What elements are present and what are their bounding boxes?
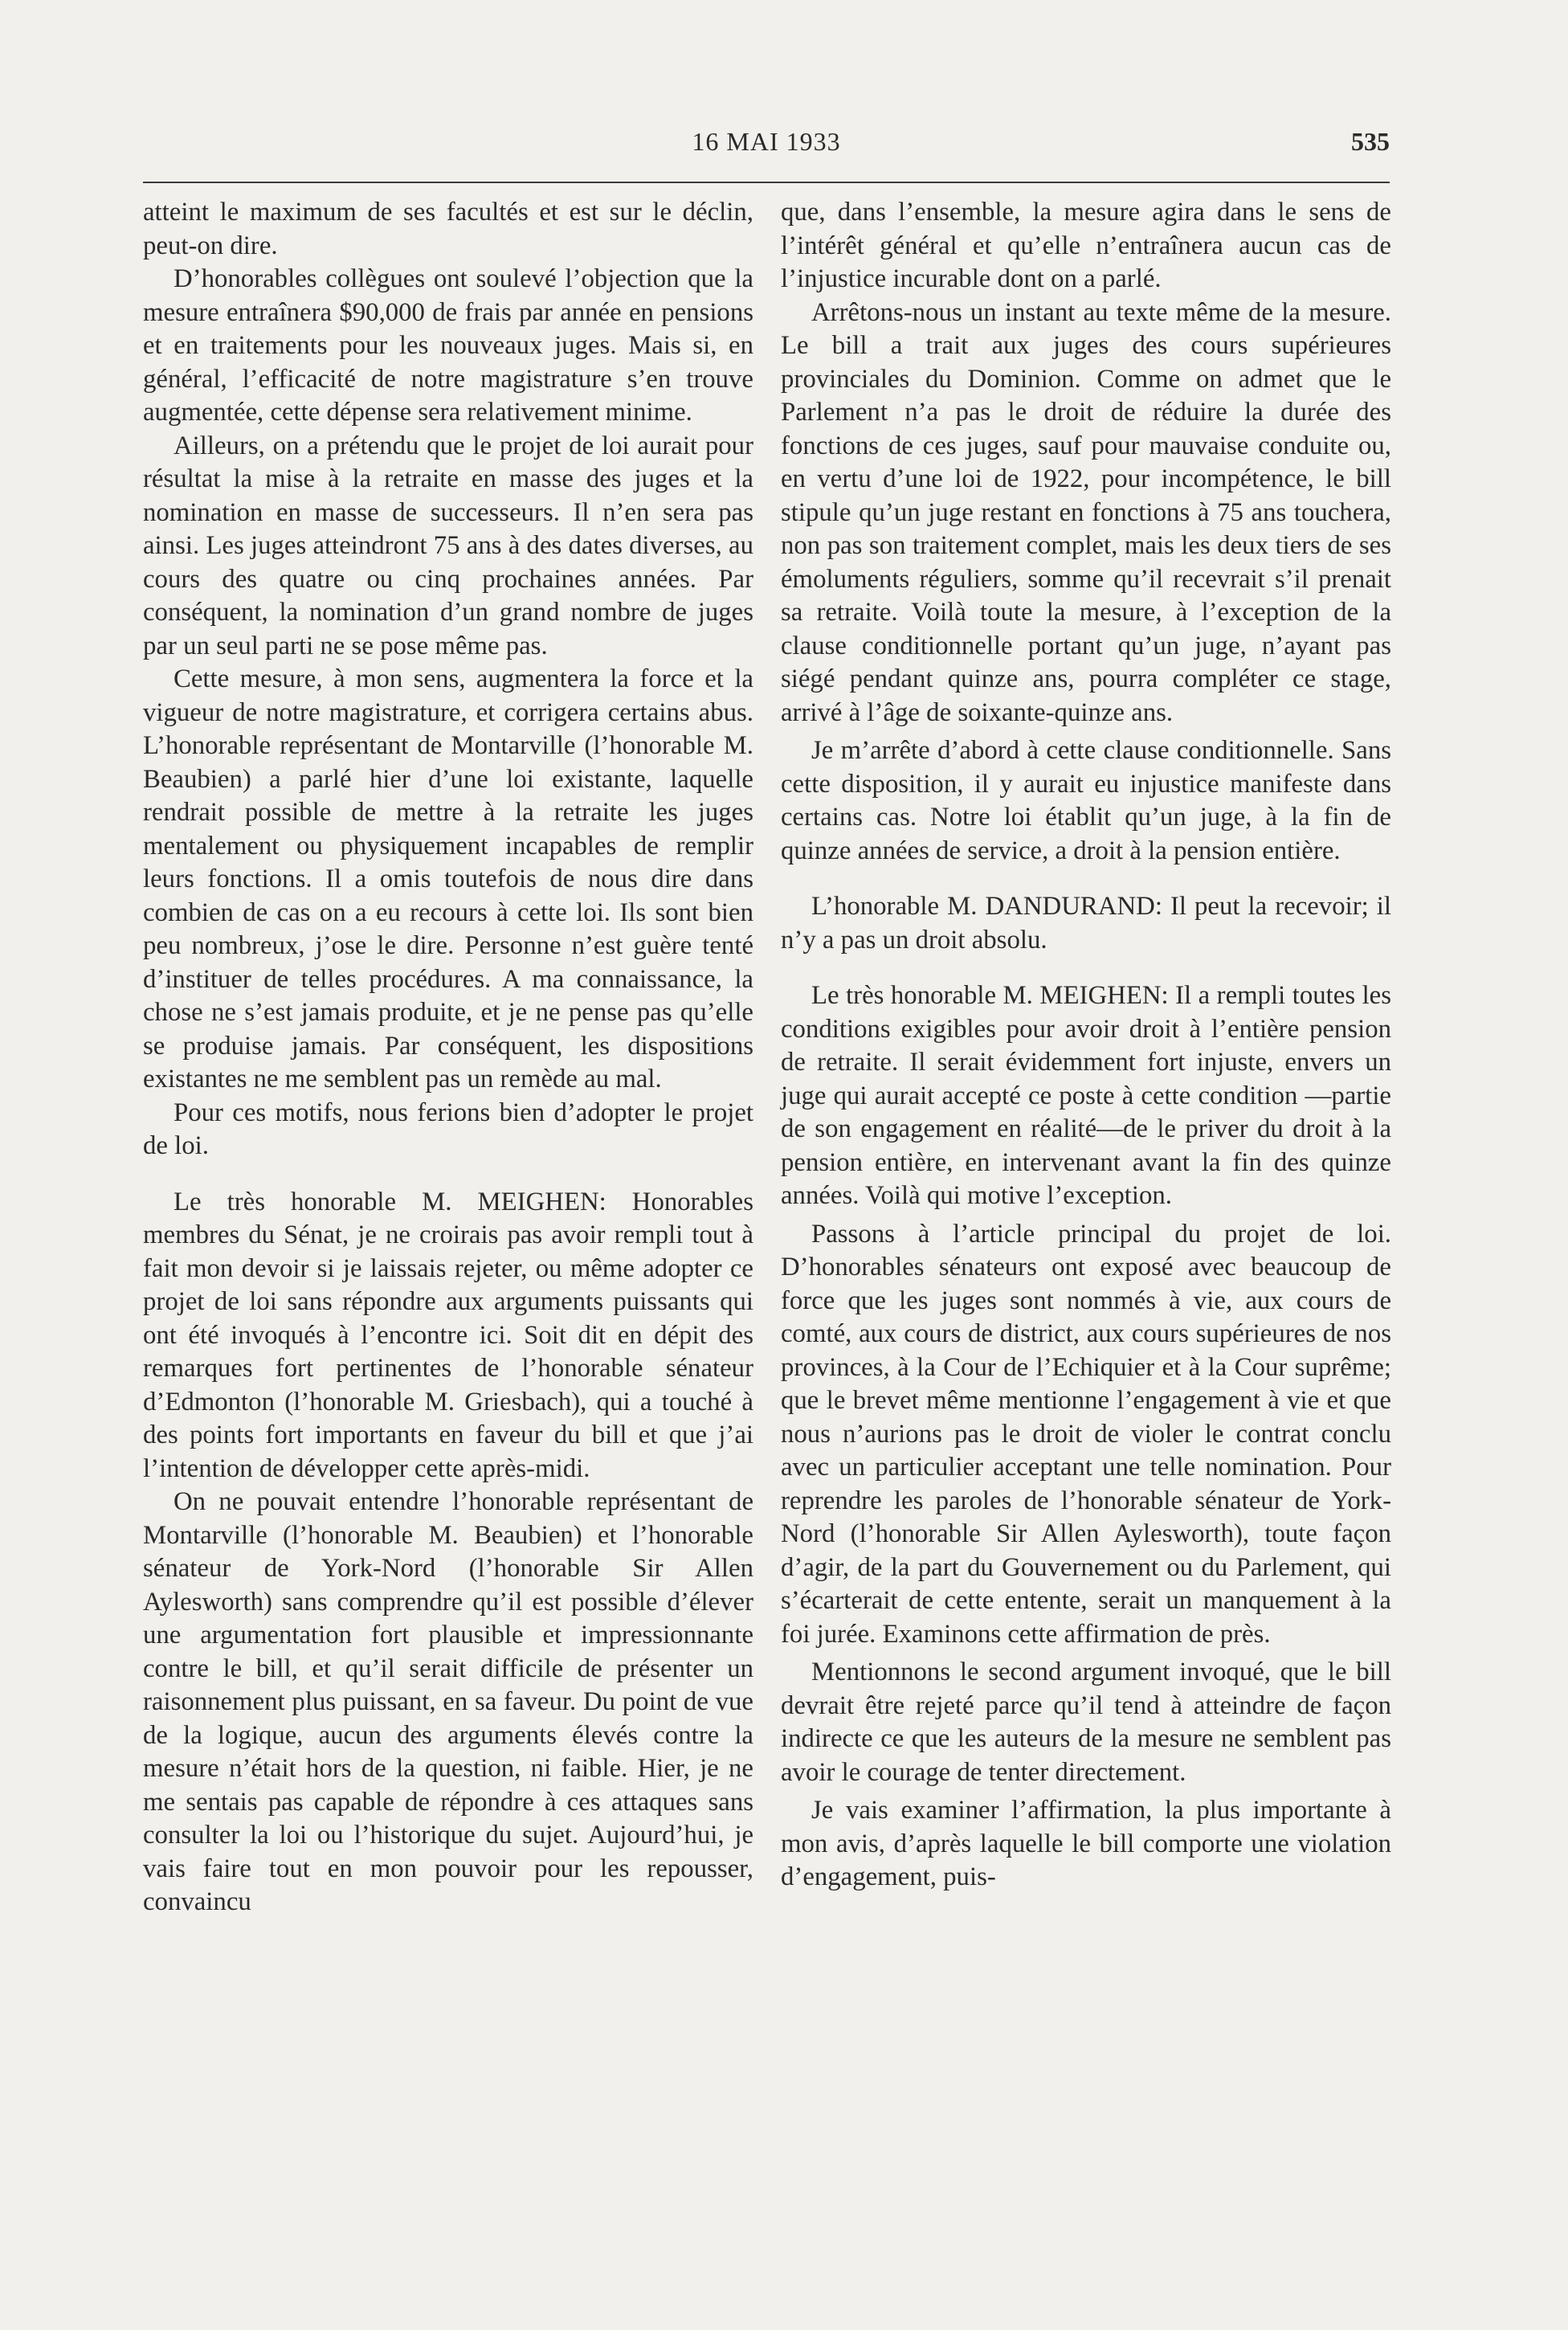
speech-paragraph: Le très honorable M. MEIGHEN: Il a rempli toutes les conditions exigibles pour avoir droit à l’entière pension de retraite. Il serait évidemment fort injuste, envers un juge qui aurait accepté ce poste à cette condition —partie de son engagement en réalité—de le priver du droit à la pension entière, en intervenant avant la fin des quinze années. Voilà qui motive l’exception.	[781, 981, 1391, 1210]
paragraph: atteint le maximum de ses facultés et est sur le déclin, peut-on dire.	[143, 198, 753, 260]
paragraph: Pour ces motifs, nous ferions bien d’adopter le projet de loi.	[143, 1098, 753, 1160]
paragraph: On ne pouvait entendre l’honorable représentant de Montarville (l’honorable M. Beaubien) et l’honorable sénateur de York-Nord (l’honorable Sir Allen Aylesworth) sans comprendre qu’il est possible d’élever une argumentation fort plausible et impressionnante contre le bill, et qu’il serait difficile de présenter un raisonnement plus puissant, en sa faveur. Du point de vue de la logique, aucun des arguments élevés contre la mesure n’était hors de la question, ni faible. Hier, je ne me sentais pas capable de répondre à ces attaques sans consulter la loi ou l’historique du sujet. Aujourd’hui, je vais faire tout en mon pouvoir pour les repousser, convaincu	[143, 1487, 753, 1916]
paragraph: Passons à l’article principal du projet de loi. D’honorables sénateurs ont exposé avec beaucoup de force que les juges sont nommés à vie, aux cours de comté, aux cours de district, aux cours supérieures de nos provinces, à la Cour de l’Echiquier et à la Cour suprême; que le brevet même mentionne l’engagement à vie et que nous n’aurions pas le droit de violer le contrat conclu avec un particulier acceptant une telle nomination. Pour reprendre les paroles de l’honorable sénateur de York-Nord (l’honorable Sir Allen Aylesworth), toute façon d’agir, de la part du Gouvernement ou du Parlement, qui s’écarterait de cette entente, serait un manquement à la foi jurée. Examinons cette affirmation de près.	[781, 1219, 1391, 1649]
paragraph: que, dans l’ensemble, la mesure agira dans le sens de l’intérêt général et qu’elle n’entraînera aucun cas de l’injustice incurable dont on a parlé.	[781, 198, 1391, 293]
paragraph: Ailleurs, on a prétendu que le projet de loi aurait pour résultat la mise à la retraite en masse des juges et la nomination en masse de successeurs. Il n’en sera pas ainsi. Les juges atteindront 75 ans à des dates diverses, au cours des quatre ou cinq prochaines années. Par conséquent, la nomination d’un grand nombre de juges par un seul parti ne se pose même pas.	[143, 431, 753, 660]
speech-paragraph: Le très honorable M. MEIGHEN: Honorables membres du Sénat, je ne croirais pas avoir rempli tout à fait mon devoir si je laissais rejeter, ou même adopter ce projet de loi sans répondre aux arguments puissants qui ont été invoqués à l’encontre ici. Soit dit en dépit des remarques fort pertinentes de l’honorable sénateur d’Edmonton (l’honorable M. Griesbach), qui a touché à des points fort importants en faveur du bill et que j’ai l’intention de développer cette après-midi.	[143, 1187, 753, 1483]
page-number: 535	[1351, 127, 1390, 156]
page-header	[143, 121, 1390, 169]
paragraph: Arrêtons-nous un instant au texte même de la mesure. Le bill a trait aux juges des cours supérieures provinciales du Dominion. Comme on admet que le Parlement n’a pas le droit de réduire la durée des fonctions de ces juges, sauf pour mauvaise conduite ou, en vertu d’une loi de 1922, pour incompétence, le bill stipule qu’un juge restant en fonctions à 75 ans touchera, non pas son traitement complet, mais les deux tiers de ses émoluments réguliers, somme qu’il recevrait s’il prenait sa retraite. Voilà toute la mesure, à l’exception de la clause conditionnelle portant qu’un juge, n’ayant pas siégé pendant quinze ans, pourra compléter ce stage, arrivé à l’âge de soixante-quinze ans.	[781, 297, 1391, 727]
paragraph: Cette mesure, à mon sens, augmentera la force et la vigueur de notre magistrature, et corrigera certains abus. L’honorable représentant de Montarville (l’honorable M. Beaubien) a parlé hier d’une loi existante, laquelle rendrait possible de mettre à la retraite les juges mentalement ou physiquement incapables de remplir leurs fonctions. Il a omis toutefois de nous dire dans combien de cas on a eu recours à cette loi. Ils sont bien peu nombreux, j’ose le dire. Personne n’est guère tenté d’instituer de telles procédures. A ma connaissance, la chose ne s’est jamais produite, et je ne pense pas qu’elle se produise jamais. Par conséquent, les dispositions existantes ne me semblent pas un remède au mal.	[143, 664, 753, 1093]
right-column	[781, 196, 1391, 1895]
speech-paragraph: L’honorable M. DANDURAND: Il peut la recevoir; il n’y a pas un droit absolu.	[781, 892, 1391, 954]
header-rule	[143, 182, 1390, 183]
left-column	[143, 196, 753, 1919]
paragraph: Je vais examiner l’affirmation, la plus importante à mon avis, d’après laquelle le bill comporte une violation d’engagement, puis-	[781, 1796, 1391, 1891]
paragraph: D’honorables collègues ont soulevé l’objection que la mesure entraînera $90,000 de frais par année en pensions et en traitements pour les nouveaux juges. Mais si, en général, l’efficacité de notre magistrature s’en trouve augmentée, cette dépense sera relativement minime.	[143, 264, 753, 427]
page-date: 16 MAI 1933	[692, 127, 841, 156]
paragraph: Je m’arrête d’abord à cette clause conditionnelle. Sans cette disposition, il y aurait eu injustice manifeste dans certains cas. Notre loi établit qu’un juge, à la fin de quinze années de service, a droit à la pension entière.	[781, 736, 1391, 865]
paragraph: Mentionnons le second argument invoqué, que le bill devrait être rejeté parce qu’il tend à atteindre de façon indirecte ce que les auteurs de la mesure ne semblent pas avoir le courage de tenter directement.	[781, 1658, 1391, 1787]
